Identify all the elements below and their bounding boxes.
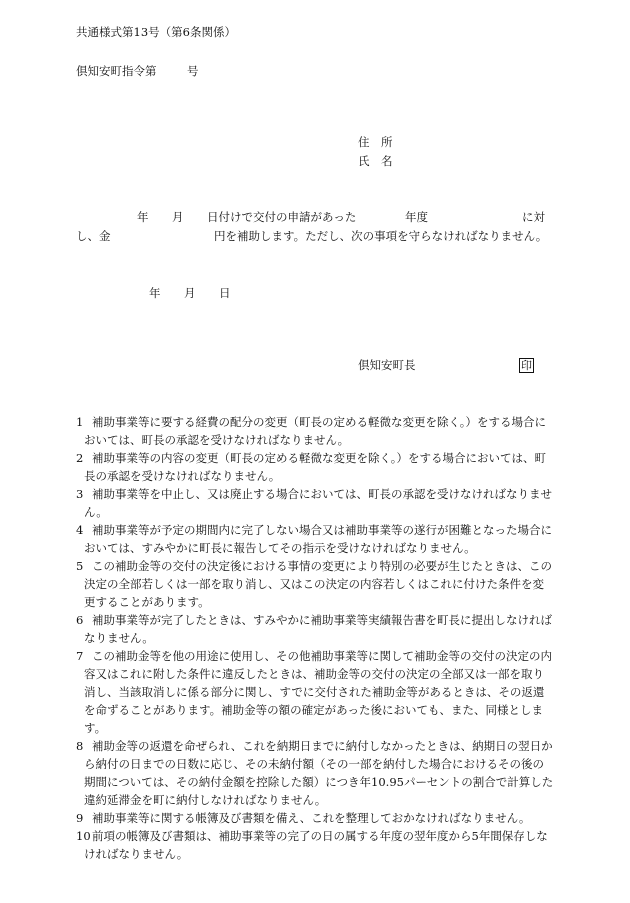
address-label: 住 所 bbox=[358, 135, 393, 149]
condition-item bbox=[76, 413, 554, 449]
body-month: 月 bbox=[172, 210, 184, 224]
condition-text: 補助事業等に要する経費の配分の変更（町長の定める軽微な変更を除く。）をする場合においては、町長の承認を受けなければなりません。 bbox=[84, 415, 547, 447]
condition-item bbox=[76, 449, 554, 485]
condition-item bbox=[76, 827, 554, 863]
condition-number: 2 bbox=[76, 451, 84, 465]
condition-item bbox=[76, 647, 554, 737]
condition-number: 7 bbox=[76, 649, 84, 663]
body-date-applied: 日付けで交付の申請があった bbox=[207, 210, 357, 224]
document-number-prefix: 倶知安町指令第 bbox=[76, 64, 157, 78]
form-label: 共通様式第13号（第6条関係） bbox=[76, 25, 236, 39]
condition-number: 8 bbox=[76, 739, 84, 753]
body-line-2: し、金 円を補助します。ただし、次の事項を守らなければなりません。 bbox=[76, 229, 548, 243]
condition-text: この補助金等の交付の決定後における事情の変更により特別の必要が生じたときは、この決定の全部若しくは一部を取り消し、又はこの決定の内容若しくはこれに付けた条件を変更することがあります。 bbox=[84, 559, 552, 609]
name-label: 氏 名 bbox=[358, 154, 393, 168]
condition-item bbox=[76, 611, 554, 647]
issuer-title: 倶知安町長 bbox=[358, 358, 416, 372]
document-number-suffix: 号 bbox=[187, 64, 199, 78]
condition-text: 補助事業等を中止し、又は廃止する場合においては、町長の承認を受けなければなりません。 bbox=[84, 487, 552, 519]
condition-item bbox=[76, 737, 554, 809]
condition-number: 6 bbox=[76, 613, 84, 627]
condition-number: 1 bbox=[76, 415, 84, 429]
condition-item bbox=[76, 809, 554, 827]
condition-number: 3 bbox=[76, 487, 84, 501]
condition-number: 5 bbox=[76, 559, 84, 573]
conditions-list bbox=[76, 413, 554, 863]
condition-item bbox=[76, 557, 554, 611]
body-to: に対 bbox=[522, 210, 545, 224]
condition-number: 10 bbox=[76, 829, 91, 843]
condition-item bbox=[76, 521, 554, 557]
body-year: 年 bbox=[137, 210, 149, 224]
date-day: 日 bbox=[219, 286, 231, 300]
condition-item bbox=[76, 485, 554, 521]
condition-text: 補助事業等に関する帳簿及び書類を備え、これを整理しておかなければなりません。 bbox=[92, 811, 531, 825]
condition-number: 9 bbox=[76, 811, 84, 825]
condition-number: 4 bbox=[76, 523, 84, 537]
condition-text: 補助事業等が予定の期間内に完了しない場合又は補助事業等の遂行が困難となった場合においては、すみやかに町長に報告してその指示を受けなければなりません。 bbox=[84, 523, 552, 555]
issuer-seal bbox=[519, 358, 534, 373]
condition-text: 補助金等の返還を命ぜられ、これを納期日までに納付しなかったときは、納期日の翌日から納付の日までの日数に応じ、その未納付額（その一部を納付した場合におけるその後の期間については、その納付金額を控除した額）につき年10.95パーセントの割合で計算した違約延滞金を町に納付しなければなりません。 bbox=[84, 739, 554, 807]
date-month: 月 bbox=[184, 286, 196, 300]
date-year: 年 bbox=[149, 286, 161, 300]
body-fiscal-year: 年度 bbox=[405, 210, 428, 224]
seal-mark: 印 bbox=[521, 359, 532, 372]
condition-text: 前項の帳簿及び書類は、補助事業等の完了の日の属する年度の翌年度から5年間保存しなければなりません。 bbox=[84, 829, 548, 861]
condition-text: この補助金等を他の用途に使用し、その他補助事業等に関して補助金等の交付の決定の内容又はこれに附した条件に違反したときは、補助金等の交付の決定の全部又は一部を取り消し、当該取消しに係る部分に関し、すでに交付された補助金等があるときは、その返還を命ずることがあります。補助金等の額の確定があった後においても、また、同様とします。 bbox=[84, 649, 552, 735]
condition-text: 補助事業等が完了したときは、すみやかに補助事業等実績報告書を町長に提出しなければなりません。 bbox=[84, 613, 552, 645]
condition-text: 補助事業等の内容の変更（町長の定める軽微な変更を除く。）をする場合においては、町長の承認を受けなければなりません。 bbox=[84, 451, 547, 483]
